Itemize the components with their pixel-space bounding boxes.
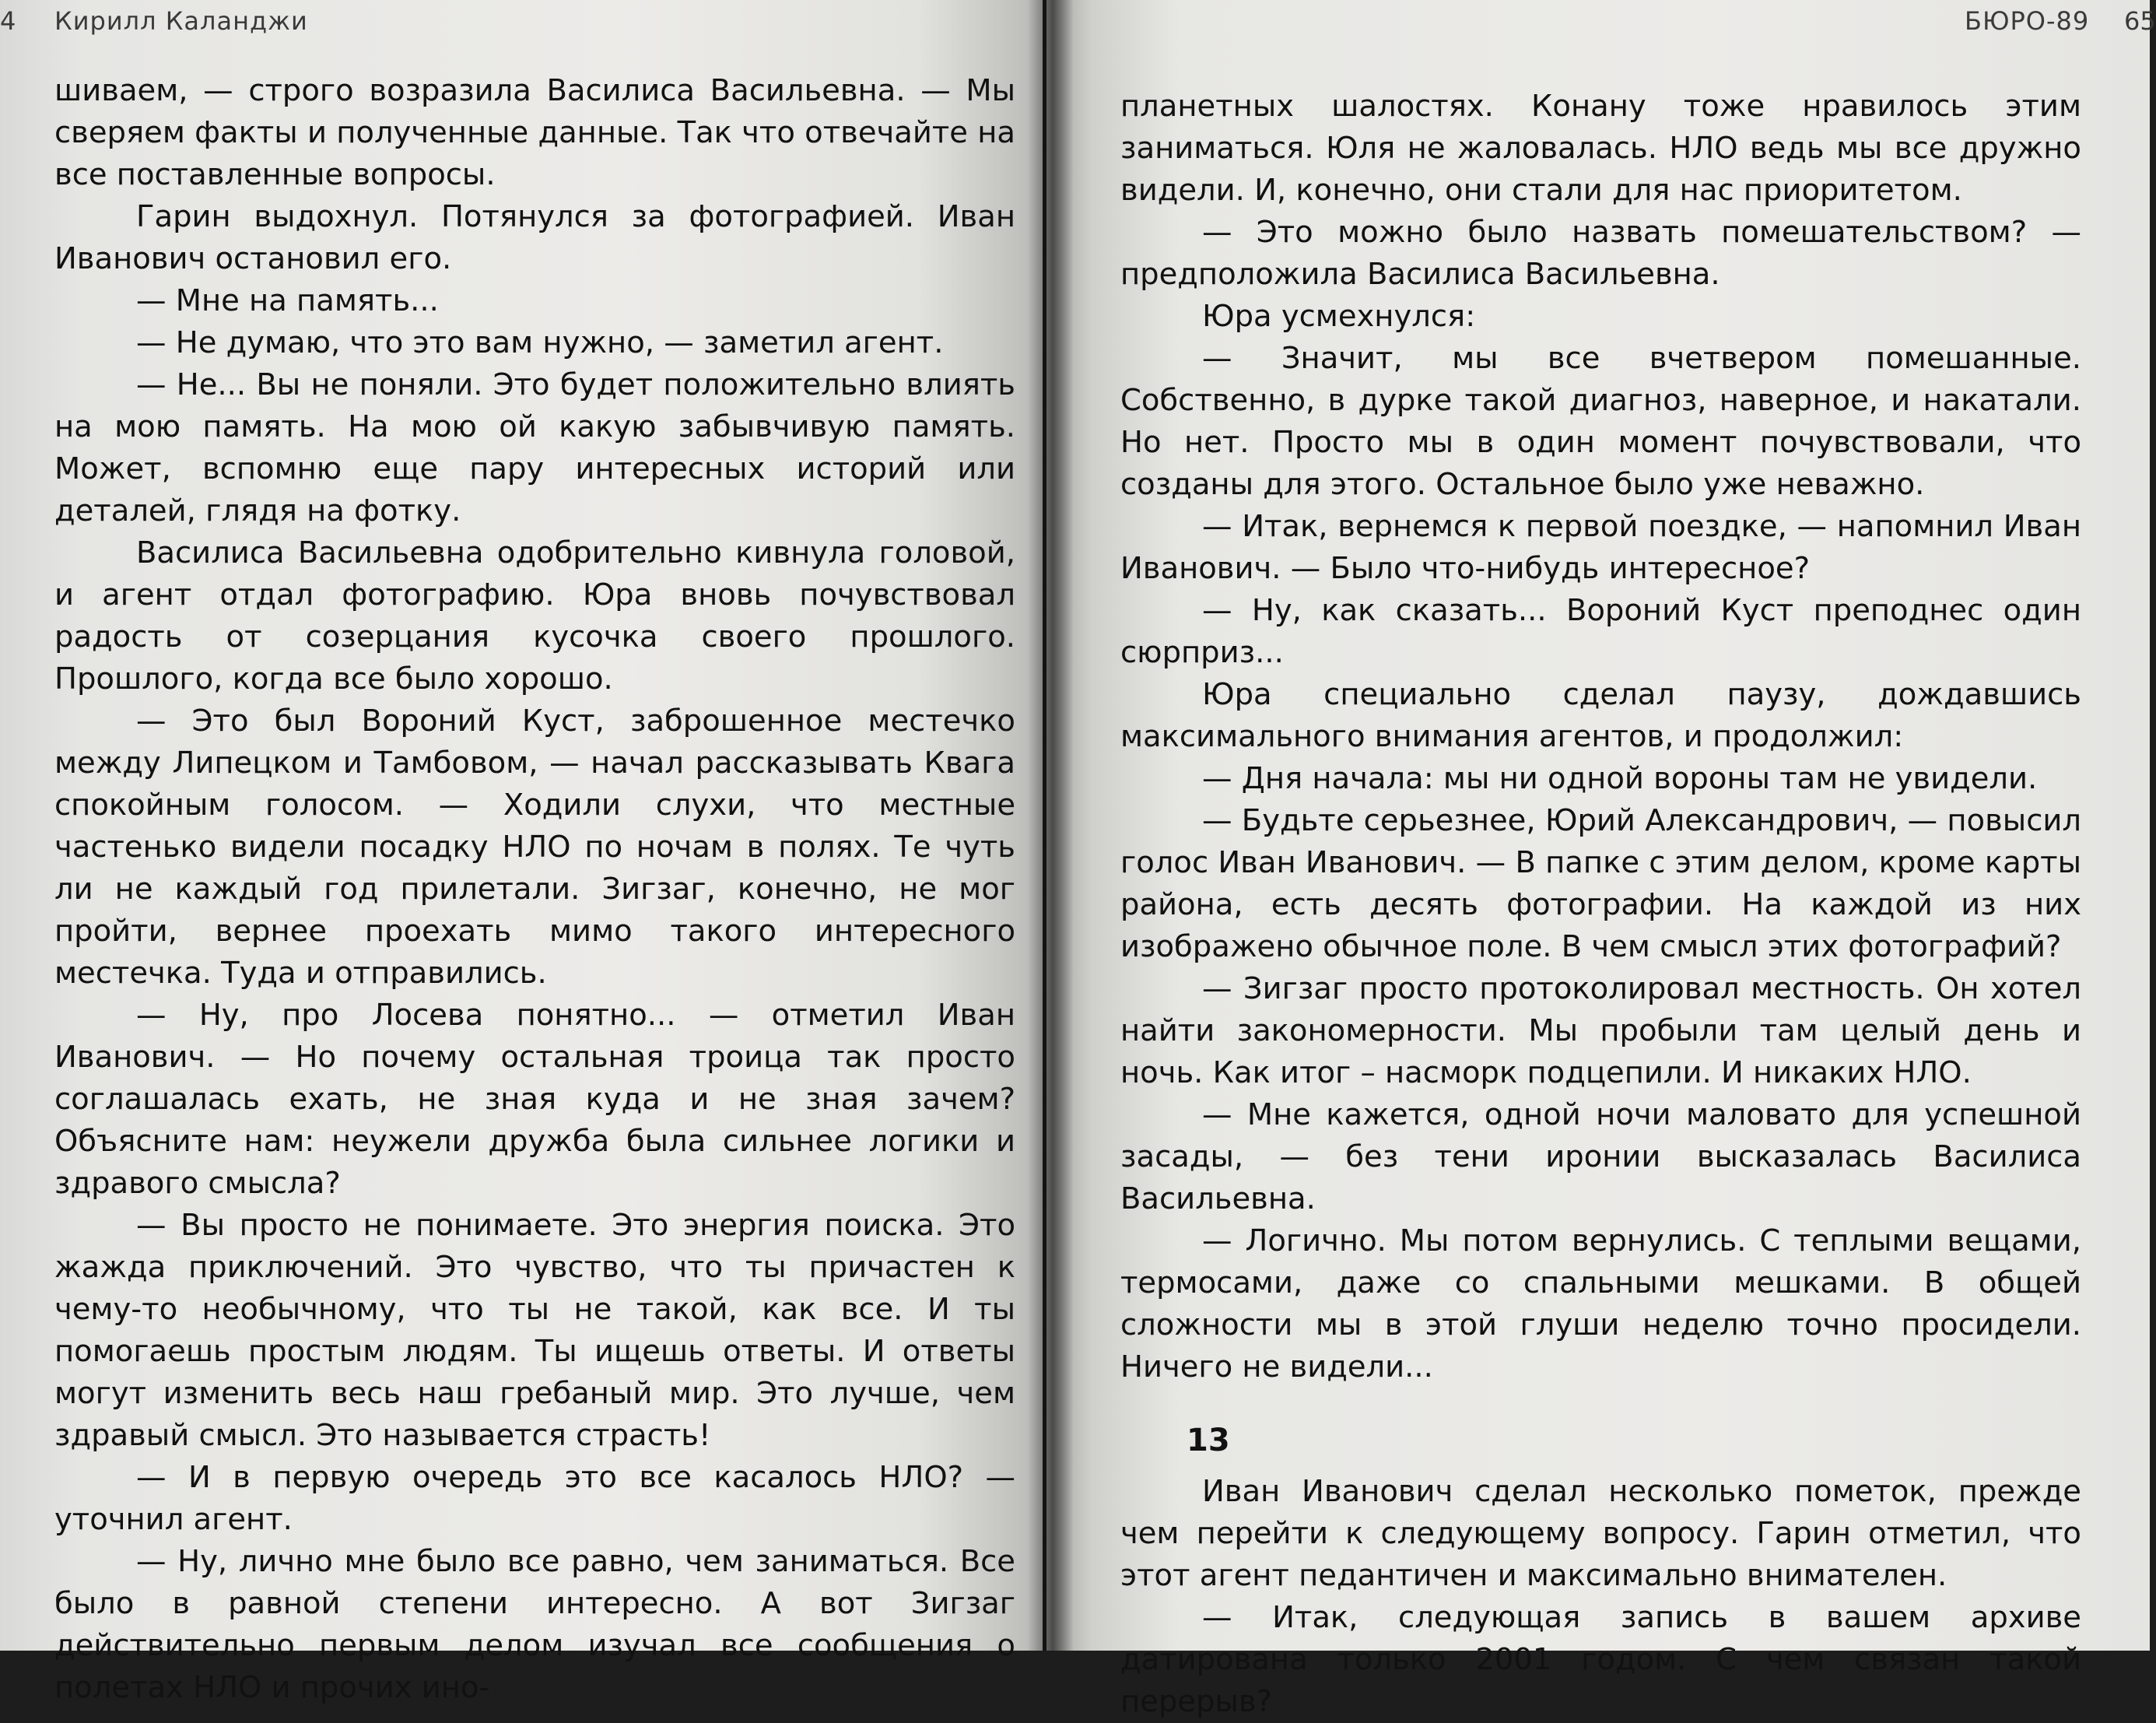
paragraph: — Это можно было назвать помешательством? — предположила Василиса Васильевна.	[1120, 215, 2081, 292]
paragraph: — Зигзаг просто протоколировал местность. Он хотел найти закономерности. Мы пробыли там целый день и ночь. Как итог – насморк подцепили. И никаких НЛО.	[1120, 971, 2081, 1090]
paragraph: — Не... Вы не поняли. Это будет положительно влиять на мою память. На мою ой какую забывчивую память. Может, вспомню еще пару интересных историй или деталей, глядя на фотку.	[54, 367, 1015, 528]
paragraph: планетных шалостях. Конану тоже нравилось этим заниматься. Юля не жаловалась. НЛО ведь мы все дружно видели. И, конечно, они стали для нас приоритетом.	[1120, 89, 2081, 208]
left-page-body	[54, 70, 1015, 1709]
paragraph: Василиса Васильевна одобрительно кивнула головой, и агент отдал фотографию. Юра вновь почувствовал радость от созерцания кусочка своего прошлого. Прошлого, когда все было хорошо.	[54, 535, 1015, 697]
paragraph: Гарин выдохнул. Потянулся за фотографией. Иван Иванович остановил его.	[54, 199, 1015, 276]
paragraph: — Будьте серьезнее, Юрий Александрович, — повысил голос Иван Иванович. — В папке с этим делом, кроме карты района, есть десять фотографии. На каждой из них изображено обычное поле. В чем смысл этих фотографий?	[1120, 803, 2081, 964]
paragraph: — Логично. Мы потом вернулись. С теплыми вещами, термосами, даже со спальными мешками. В общей сложности мы в этой глуши неделю точно просидели. Ничего не видели...	[1120, 1223, 2081, 1384]
paragraph: — И в первую очередь это все касалось НЛО? — уточнил агент.	[54, 1460, 1015, 1537]
left-running-head: Кирилл Каланджи	[54, 6, 308, 36]
paragraph: — Значит, мы все вчетвером помешанные. Собственно, в дурке такой диагноз, наверное, и накатали. Но нет. Просто мы в один момент почувствовали, что созданы для этого. Остальное было уже неважно.	[1120, 341, 2081, 502]
left-page-number: 4	[0, 6, 16, 36]
paragraph: Иван Иванович сделал несколько пометок, прежде чем перейти к следующему вопросу. Гарин отметил, что этот агент педантичен и максимально внимателен.	[1120, 1474, 2081, 1593]
right-running-head: БЮРО-89	[1965, 6, 2090, 36]
paragraph: — Мне на память...	[136, 283, 439, 318]
right-page	[1046, 0, 2156, 1719]
paragraph: — Мне кажется, одной ночи маловато для успешной засады, — без тени иронии высказалась Василиса Васильевна.	[1120, 1097, 2081, 1216]
book-gutter	[1027, 0, 1074, 1651]
paragraph: — Не думаю, что это вам нужно, — заметил агент.	[136, 325, 944, 360]
left-page	[0, 0, 1043, 1705]
right-page-number: 65	[2124, 6, 2156, 36]
chapter-number: 13	[1187, 1423, 1230, 1458]
paragraph: — Ну, лично мне было все равно, чем заниматься. Все было в равной степени интересно. А вот Зигзаг действительно первым делом изучал все сообщения о полетах НЛО и прочих ино-	[54, 1544, 1015, 1705]
paragraph: — Ну, как сказать... Вороний Куст преподнес один сюрприз...	[1120, 593, 2081, 670]
paragraph: Юра специально сделал паузу, дождавшись максимального внимания агентов, и продолжил:	[1120, 677, 2081, 754]
paragraph: — Ну, про Лосева понятно... — отметил Иван Иванович. — Но почему остальная троица так просто соглашалась ехать, не зная куда и не зная зачем? Объясните нам: неужели дружба была сильнее логики и здравого смысла?	[54, 998, 1015, 1201]
paragraph: — Итак, вернемся к первой поездке, — напомнил Иван Иванович. — Было что-нибудь интересное?	[1120, 509, 2081, 586]
right-page-body	[1120, 86, 2081, 1723]
paragraph: Юра усмехнулся:	[1202, 299, 1476, 334]
paragraph: шиваем, — строго возразила Василиса Васильевна. — Мы сверяем факты и полученные данные. Так что отвечайте на все поставленные вопросы.	[54, 73, 1015, 192]
paragraph: — Это был Вороний Куст, заброшенное местечко между Липецком и Тамбовом, — начал рассказывать Квага спокойным голосом. — Ходили слухи, что местные частенько видели посадку НЛО по ночам в полях. Те чуть ли не каждый год прилетали. Зигзаг, конечно, не мог пройти, вернее проехать мимо такого интересного местечка. Туда и отправились.	[54, 704, 1015, 991]
paragraph: — Дня начала: мы ни одной вороны там не увидели.	[1202, 761, 2038, 796]
paragraph: — Итак, следующая запись в вашем архиве датирована только 2001 годом. С чем связан такой перерыв?	[1120, 1600, 2081, 1719]
paragraph: — Вы просто не понимаете. Это энергия поиска. Это жажда приключений. Это чувство, что ты причастен к чему-то необычному, что ты не такой, как все. И ты помогаешь простым людям. Ты ищешь ответы. И ответы могут изменить весь наш гребаный мир. Это лучше, чем здравый смысл. Это называется страсть!	[54, 1208, 1015, 1453]
